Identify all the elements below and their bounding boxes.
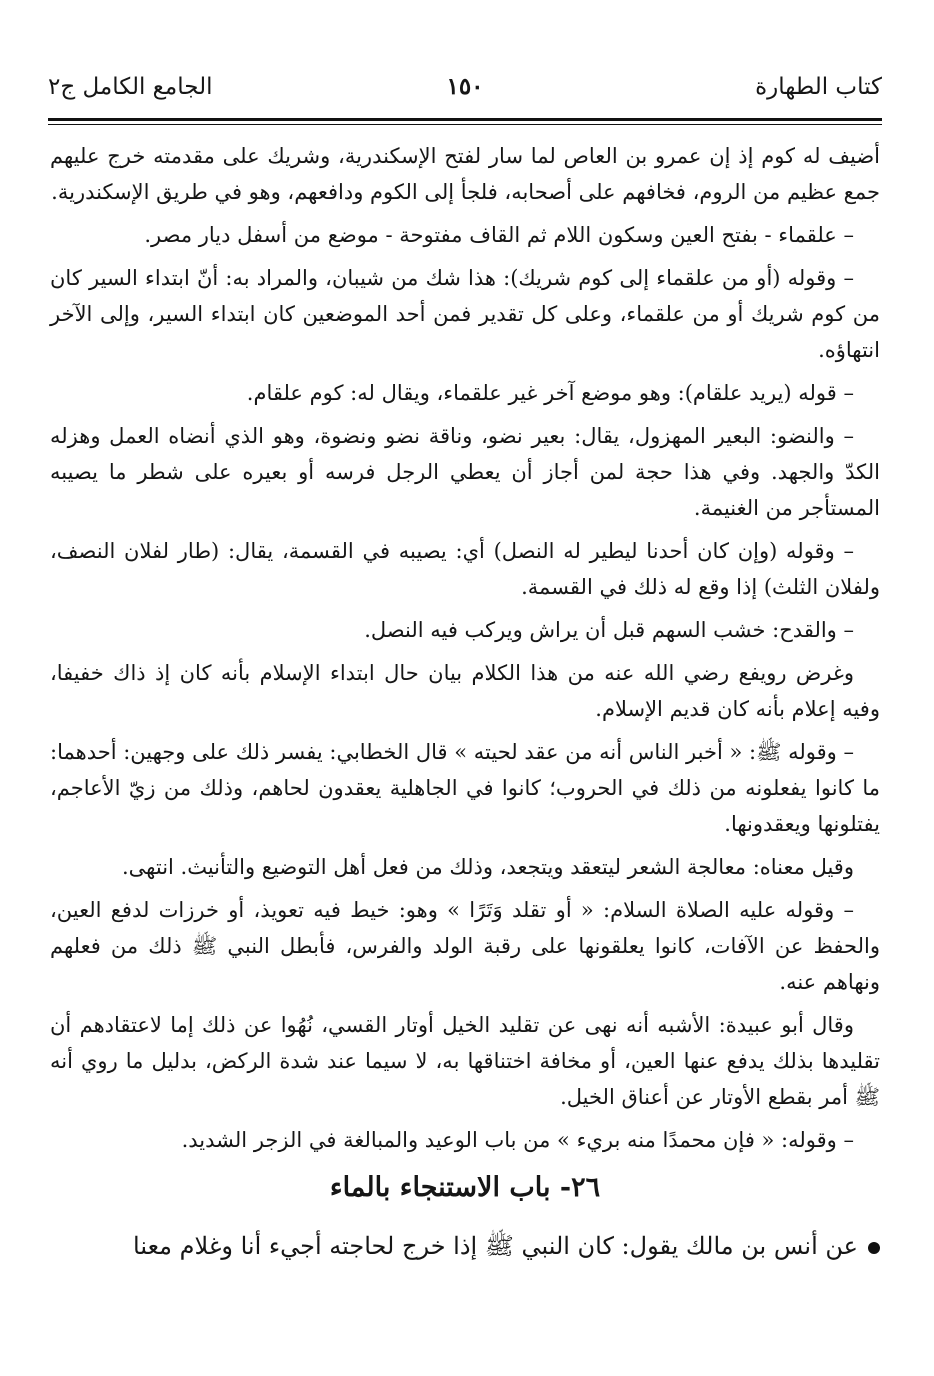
header-rule-thick	[48, 118, 882, 121]
paragraph: – وقوله (وإن كان أحدنا ليطير له النصل) أي: يصيبه في القسمة، يقال: (طار لفلان النصف، ولفلان الثلث) إذا وقع له ذلك في القسمة.	[50, 539, 880, 599]
paragraph: – والنضو: البعير المهزول، يقال: بعير نضو، وناقة نضو ونضوة، وهو الذي أنضاه العمل وهزله الكدّ والجهد. وفي هذا حجة لمن أجاز أن يعطي الرجل فرسه أو بعيره على شطر ما يصيبه المستأجر من الغنيمة.	[50, 424, 880, 520]
paragraph: وقيل معناه: معالجة الشعر ليتعقد ويتجعد، وذلك من فعل أهل التوضيع والتأنيث. انتهى.	[122, 855, 854, 879]
volume-label: الجامع الكامل ج٢	[48, 74, 213, 100]
paragraph: – وقوله ﷺ: « أخبر الناس أنه من عقد لحيته » قال الخطابي: يفسر ذلك على وجهين: أحدهما: ما كانوا يفعلونه من ذلك في الحروب؛ كانوا في الجاهلية يعقدون لحاهم، وذلك من زيّ الأعاجم، يفتلونها ويعقدونها.	[50, 740, 880, 836]
page-number: ١٥٠	[446, 73, 484, 100]
hadith-text: عن أنس بن مالك يقول: كان النبي ﷺ إذا خرج لحاجته أجيء أنا وغلام معنا	[133, 1232, 858, 1260]
paragraph: – قوله (يريد علقام): وهو موضع آخر غير علقماء، ويقال له: كوم علقام.	[246, 381, 854, 405]
paragraph: – وقوله: « فإن محمدًا منه بريء » من باب الوعيد والمبالغة في الزجر الشديد.	[181, 1128, 854, 1152]
page-body	[50, 138, 880, 1266]
book-title: كتاب الطهارة	[755, 74, 882, 100]
header-rule-thin	[48, 124, 882, 125]
paragraph: – علقماء - بفتح العين وسكون اللام ثم القاف مفتوحة - موضع من أسفل ديار مصر.	[144, 223, 854, 247]
paragraph: – وقوله عليه الصلاة السلام: « أو تقلد وَتَرًا » وهو: خيط فيه تعويذ، أو خرزات لدفع العين، والحفظ عن الآفات، كانوا يعلقونها على رقبة الولد والفرس، فأبطل النبي ﷺ ذلك من فعلهم ونهاهم عنه.	[50, 898, 880, 994]
commentary-paragraphs	[50, 138, 880, 1158]
hadith-paragraph	[50, 1226, 880, 1266]
bullet-icon	[868, 1242, 880, 1254]
paragraph: أضيف له كوم إذ إن عمرو بن العاص لما سار لفتح الإسكندرية، وشريك على مقدمته خرج عليهم جمع عظيم من الروم، فخافهم على أصحابه، فلجأ إلى الكوم ودافعهم، وهو في طريق الإسكندرية.	[50, 144, 880, 204]
page-header	[48, 70, 882, 110]
paragraph: وغرض رويفع رضي الله عنه من هذا الكلام بيان حال ابتداء الإسلام بأنه كان إذ ذاك خفيفا، وفيه إعلام بأنه كان قديم الإسلام.	[50, 661, 880, 721]
paragraph: – والقدح: خشب السهم قبل أن يراش ويركب فيه النصل.	[364, 618, 854, 642]
paragraph: وقال أبو عبيدة: الأشبه أنه نهى عن تقليد الخيل أوتار القسي، نُهُوا عن ذلك إما لاعتقادهم أن تقليدها بذلك يدفع عنها العين، أو مخافة اختناقها به، لا سيما عند شدة الركض، بدليل ما روي أنه ﷺ أمر بقطع الأوتار عن أعناق الخيل.	[50, 1013, 880, 1109]
paragraph: – وقوله (أو من علقماء إلى كوم شريك): هذا شك من شيبان، والمراد به: أنّ ابتداء السير كان من كوم شريك أو من علقماء، وعلى كل تقدير فمن أحد الموضعين كان ابتداء السير، وإلى الآخر انتهاؤه.	[50, 266, 880, 362]
section-heading: ٢٦- باب الاستنجاء بالماء	[329, 1172, 601, 1203]
